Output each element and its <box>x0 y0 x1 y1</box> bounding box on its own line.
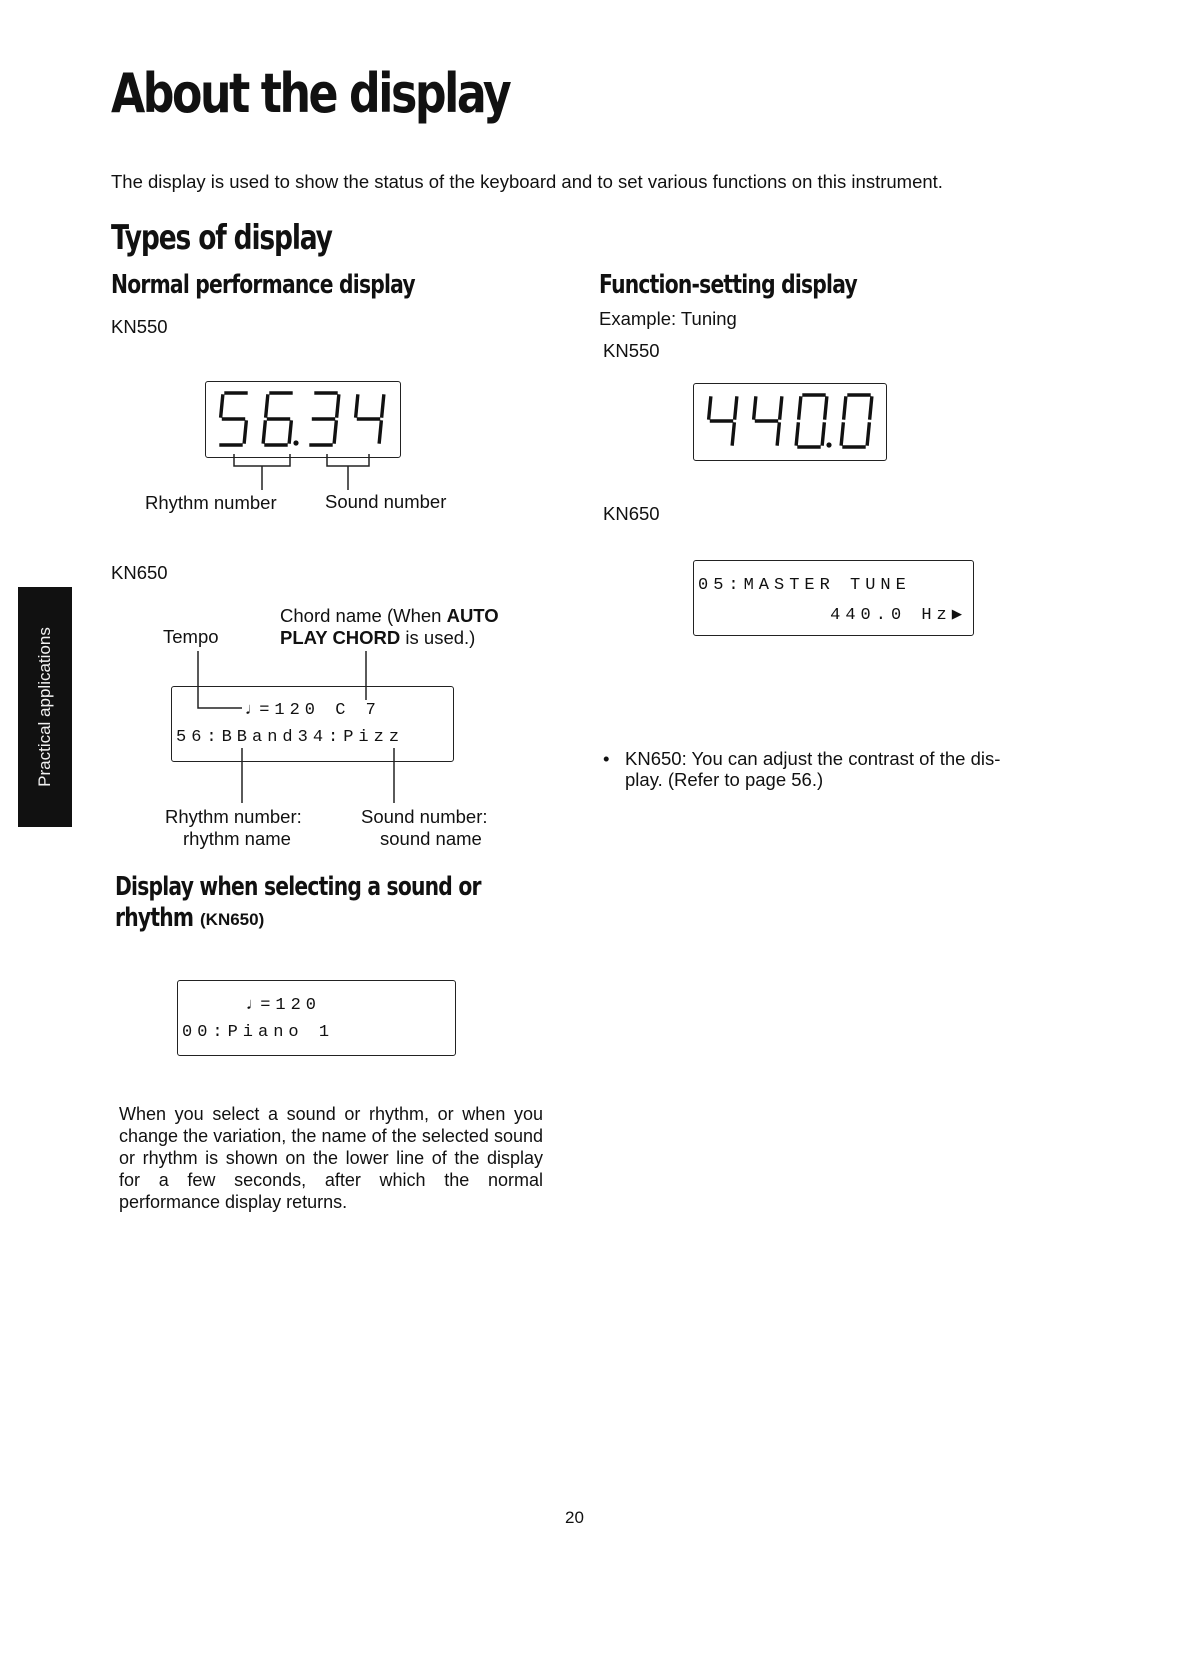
led-digit <box>311 393 339 445</box>
led-decimal-point <box>293 440 298 445</box>
sound-caption-2: sound name <box>380 828 482 849</box>
led-segment <box>244 422 246 442</box>
led-digit <box>356 396 384 442</box>
function-kn550-led-display <box>693 383 887 461</box>
led-digit <box>841 395 871 447</box>
chord-name-label: Chord name (When AUTO <box>280 605 499 626</box>
led-segment <box>266 396 268 416</box>
rhythm-caption-2: rhythm name <box>183 828 291 849</box>
lcd-function-line1: 05:MASTER TUNE <box>698 576 911 595</box>
kn550-led-digits <box>206 382 400 457</box>
led-digit <box>754 398 782 444</box>
rhythm-number-label: Rhythm number <box>145 492 277 513</box>
lcd-select-line1: ♩=120 <box>245 996 322 1015</box>
led-segment <box>735 398 737 418</box>
side-tab: Practical applications <box>18 587 72 827</box>
led-decimal-point <box>826 442 831 447</box>
led-segment <box>263 422 265 442</box>
function-heading: Function-setting display <box>599 270 857 300</box>
led-segment <box>780 398 782 418</box>
lcd-normal-line1: ♩=120 C 7 <box>244 701 381 720</box>
kn650-leader-lines <box>190 650 430 805</box>
led-segment <box>867 424 869 444</box>
kn550-brackets <box>220 452 390 492</box>
led-segment <box>799 398 801 418</box>
lcd-select-line2: 00:Piano 1 <box>182 1023 335 1042</box>
function-led-digits <box>694 384 886 460</box>
led-digit <box>796 395 831 448</box>
normal-heading: Normal performance display <box>111 270 415 300</box>
led-segment <box>221 396 223 416</box>
page-title: About the display <box>111 62 510 125</box>
select-paragraph: When you select a sound or rhythm, or when you change the variation, the name of the selected sound or rhythm is shown on the lower line of the display for a few seconds, after which the normal performance display returns. <box>119 1104 543 1212</box>
led-segment <box>822 424 824 444</box>
select-heading-line1: Display when selecting a sound or <box>115 872 481 902</box>
led-digit <box>709 398 737 444</box>
led-segment <box>870 398 872 418</box>
types-heading: Types of display <box>111 218 332 258</box>
chord-name-label-2: PLAY CHORD is used.) <box>280 627 476 648</box>
led-digit <box>263 393 298 446</box>
led-segment <box>841 424 843 444</box>
function-kn650-lcd <box>693 560 974 636</box>
led-segment <box>334 422 336 442</box>
select-lcd <box>177 980 456 1056</box>
led-digit <box>221 393 246 445</box>
led-segment <box>825 398 827 418</box>
function-kn650-label: KN650 <box>603 503 660 524</box>
sound-number-label: Sound number <box>325 491 447 512</box>
intro-text: The display is used to show the status of the keyboard and to set various functions on this instrument. <box>111 171 943 192</box>
led-segment <box>796 424 798 444</box>
kn550-led-display <box>205 381 401 458</box>
led-segment <box>709 398 711 418</box>
led-segment <box>356 396 358 416</box>
page-number: 20 <box>565 1508 584 1527</box>
led-segment <box>379 422 381 442</box>
select-heading-line2: rhythm <box>115 903 194 933</box>
led-segment <box>754 398 756 418</box>
led-segment <box>732 424 734 444</box>
lcd-function-line2: 440.0 Hz▶ <box>830 606 967 625</box>
tempo-label: Tempo <box>163 626 219 647</box>
rhythm-caption-1: Rhythm number: <box>165 806 302 827</box>
lcd-normal-line2: 56:BBand34:Pizz <box>176 728 405 747</box>
select-heading-suffix: (KN650) <box>200 910 265 929</box>
function-note: KN650: You can adjust the contrast of the dis- play. (Refer to page 56.) <box>625 748 1001 790</box>
sound-caption-1: Sound number: <box>361 806 488 827</box>
bullet-icon: • <box>603 748 610 769</box>
function-kn550-label: KN550 <box>603 340 660 361</box>
function-example: Example: Tuning <box>599 308 737 329</box>
led-segment <box>777 424 779 444</box>
led-segment <box>289 422 291 442</box>
led-segment <box>844 398 846 418</box>
led-segment <box>382 396 384 416</box>
normal-kn650-label: KN650 <box>111 562 168 583</box>
normal-kn550-label: KN550 <box>111 316 168 337</box>
led-segment <box>337 396 339 416</box>
